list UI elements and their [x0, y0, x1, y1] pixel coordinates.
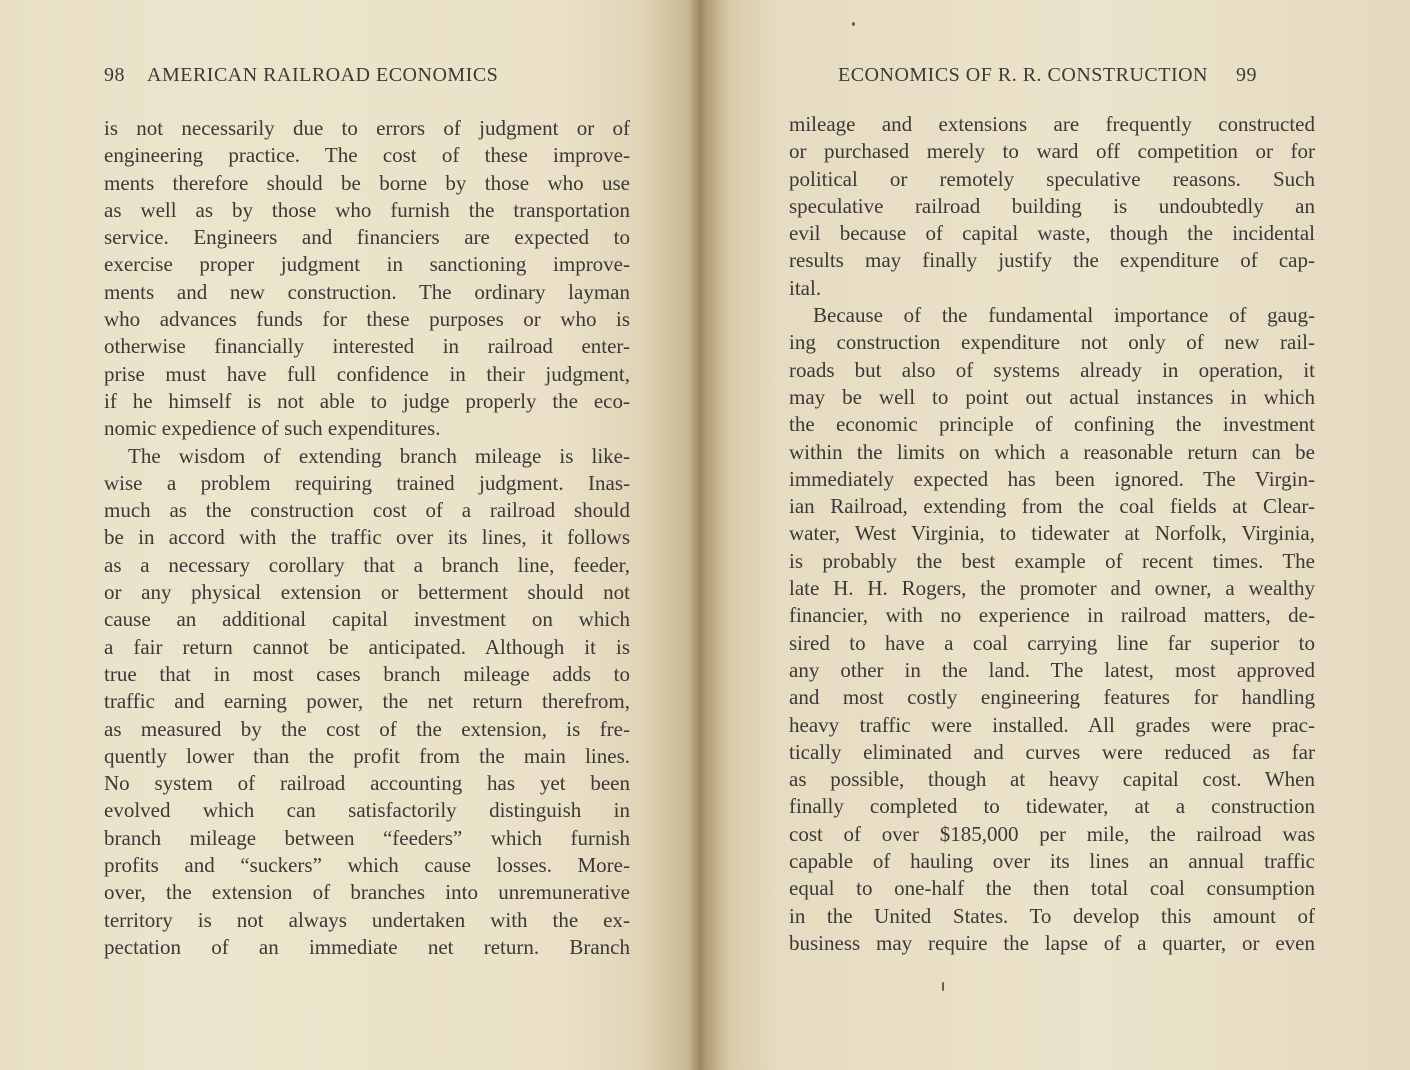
text-line: ments and new construction. The ordinary layman	[104, 279, 630, 304]
text-line: as possible, though at heavy capital cost. When	[789, 767, 1315, 792]
text-line: territory is not always undertaken with the ex-	[104, 907, 630, 932]
text-line: service. Engineers and financiers are expected to	[104, 225, 630, 250]
text-line: evil because of capital waste, though the incidental	[789, 221, 1315, 246]
text-line: finally completed to tidewater, at a construction	[789, 794, 1315, 819]
right-page-title: ECONOMICS OF R. R. CONSTRUCTION	[838, 64, 1208, 86]
text-line: cause an additional capital investment on which	[104, 607, 630, 632]
text-line: as measured by the cost of the extension, is fre-	[104, 716, 630, 741]
text-line: as well as by those who furnish the transportation	[104, 197, 630, 222]
paper-speck	[942, 982, 944, 991]
text-line: if he himself is not able to judge properly the eco-	[104, 388, 630, 413]
text-line: tically eliminated and curves were reduced as far	[789, 739, 1315, 764]
text-line: capable of hauling over its lines an annual traffic	[789, 849, 1315, 874]
text-line: The wisdom of extending branch mileage is like-	[128, 443, 630, 468]
text-line: sired to have a coal carrying line far superior to	[789, 630, 1315, 655]
text-line: otherwise financially interested in railroad enter-	[104, 334, 630, 359]
left-page-title: AMERICAN RAILROAD ECONOMICS	[147, 64, 499, 86]
text-line: ian Railroad, extending from the coal fields at Clear-	[789, 494, 1315, 519]
text-line: late H. H. Rogers, the promoter and owner, a wealthy	[789, 576, 1315, 601]
text-line: is probably the best example of recent times. The	[789, 548, 1315, 573]
text-line: business may require the lapse of a quarter, or even	[789, 930, 1315, 955]
text-line: may be well to point out actual instances in which	[789, 384, 1315, 409]
text-line: a fair return cannot be anticipated. Although it is	[104, 634, 630, 659]
text-line: be in accord with the traffic over its lines, it follows	[104, 525, 630, 550]
text-line: nomic expedience of such expenditures.	[104, 416, 441, 441]
left-page-number: 98	[104, 64, 125, 86]
text-line: political or remotely speculative reasons. Such	[789, 166, 1315, 191]
text-line: results may finally justify the expenditure of cap-	[789, 248, 1315, 273]
right-page	[706, 0, 1410, 1070]
text-line: branch mileage between “feeders” which furnish	[104, 825, 630, 850]
text-line: prise must have full confidence in their judgment,	[104, 361, 630, 386]
text-line: ital.	[789, 275, 822, 300]
text-line: pectation of an immediate net return. Branch	[104, 934, 630, 959]
text-line: any other in the land. The latest, most approved	[789, 657, 1315, 682]
text-line: and most costly engineering features for handling	[789, 685, 1315, 710]
text-line: or purchased merely to ward off competition or for	[789, 139, 1315, 164]
text-line: traffic and earning power, the net return therefrom,	[104, 689, 630, 714]
left-page	[0, 0, 700, 1070]
text-line: No system of railroad accounting has yet been	[104, 771, 630, 796]
text-line: evolved which can satisfactorily distinguish in	[104, 798, 630, 823]
text-line: or any physical extension or betterment should not	[104, 580, 630, 605]
text-line: speculative railroad building is undoubtedly an	[789, 193, 1315, 218]
right-body-text	[789, 111, 1315, 957]
text-line: ing construction expenditure not only of new rail-	[789, 330, 1315, 355]
text-line: is not necessarily due to errors of judgment or of	[104, 116, 630, 140]
text-line: as a necessary corollary that a branch line, feeder,	[104, 552, 630, 577]
text-line: heavy traffic were installed. All grades were prac-	[789, 712, 1315, 737]
text-line: cost of over $185,000 per mile, the railroad was	[789, 821, 1315, 846]
text-line: roads but also of systems already in operation, it	[789, 357, 1315, 382]
text-line: water, West Virginia, to tidewater at Norfolk, Virginia,	[789, 521, 1315, 546]
text-line: in the United States. To develop this amount of	[789, 903, 1315, 928]
text-line: over, the extension of branches into unremunerative	[104, 880, 630, 905]
text-line: immediately expected has been ignored. The Virgin-	[789, 466, 1315, 491]
paper-speck	[852, 22, 855, 26]
text-line: financier, with no experience in railroad matters, de-	[789, 603, 1315, 628]
text-line: wise a problem requiring trained judgment. Inas-	[104, 470, 630, 495]
text-line: the economic principle of confining the investment	[789, 412, 1315, 437]
text-line: within the limits on which a reasonable return can be	[789, 439, 1315, 464]
text-line: equal to one-half the then total coal consumption	[789, 876, 1315, 901]
text-line: Because of the fundamental importance of gaug-	[813, 303, 1315, 328]
text-line: mileage and extensions are frequently constructed	[789, 112, 1315, 136]
text-line: profits and “suckers” which cause losses. More-	[104, 853, 630, 878]
text-line: much as the construction cost of a railroad should	[104, 498, 630, 523]
text-line: who advances funds for these purposes or who is	[104, 307, 630, 332]
text-line: quently lower than the profit from the main lines.	[104, 743, 630, 768]
text-line: engineering practice. The cost of these improve-	[104, 143, 630, 168]
right-page-number: 99	[1236, 64, 1257, 86]
text-line: ments therefore should be borne by those who use	[104, 170, 630, 195]
left-running-head	[104, 64, 498, 87]
right-running-head	[838, 64, 1257, 87]
left-body-text	[104, 115, 630, 961]
text-line: exercise proper judgment in sanctioning improve-	[104, 252, 630, 277]
text-line: true that in most cases branch mileage adds to	[104, 661, 630, 686]
